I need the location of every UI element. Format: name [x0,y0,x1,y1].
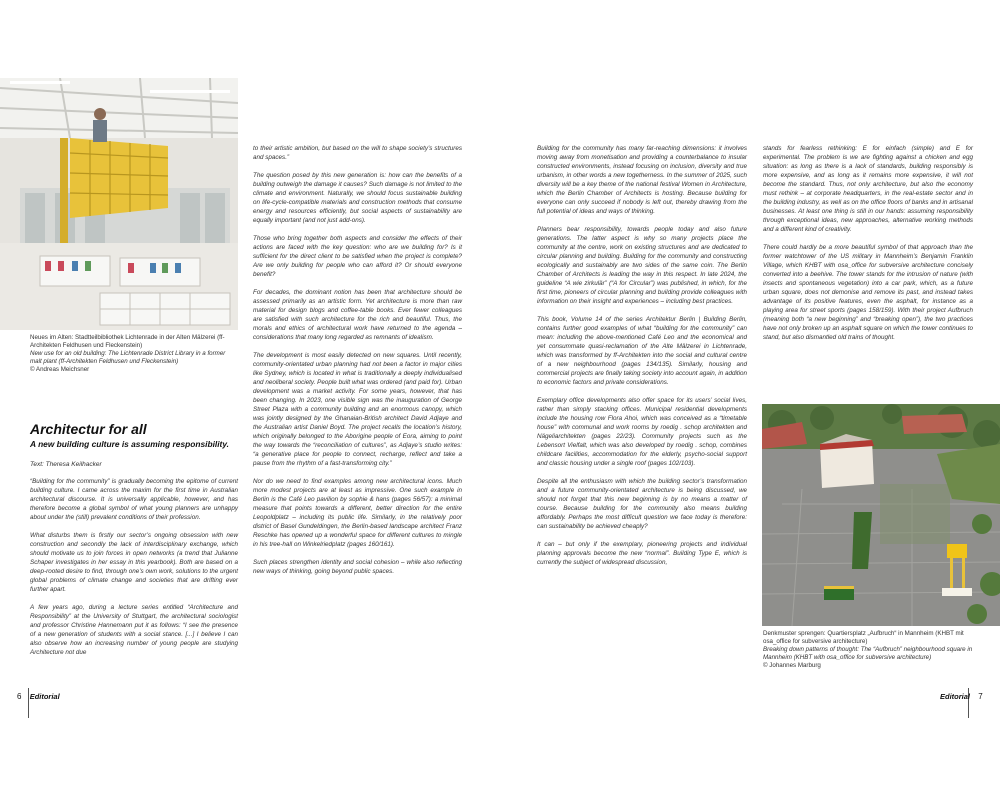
article-subtitle: A new building culture is assuming responsibility. [30,439,230,449]
paragraph: For decades, the dominant notion has been that architecture should be assessed primarily as an artistic form. Yet architecture is more than raw material for design blogs and coffee-table books. Ever fewer colleagues are satisfied with such architecture for the rich and beautiful. Thus, the morals and ethics of architectural work have returned to the agenda – considerations that many long regarded as remnants of idealism. [253,289,462,341]
article-byline: Text: Theresa Keilhacker [30,461,102,468]
paragraph: The development is most easily detected on new squares. Until recently, community-orientated urban planning had not been a factor in major cities like Sydney, which is located in what is traditionally a deeply individualised and neoliberal society. People built what was ordered (and paid for). Urban development was a market activity. For some years, however, that has been changing. In 2023, one visible sign was the inauguration of George Street Plaza with a community building and an enormous canopy, which was jointly designed by the Ghanaian-British architect David Adjaye and the Australian artist Daniel Boyd. The project recalls the location’s history, which originally belonged to the Aborigine people of Eora, aiming to point the way towards the “reconciliation of cultures”, as Adjaye’s studio writes: “a generative place for people to connect, recharge, reflect and take a pause from the rhythm of a fast-transforming city.” [253,352,462,467]
caption-english: New use for an old building: The Lichtenrade District Library in a former malt plant (ff-Architekten Feldhusen und Fleckenstein) [30,350,226,366]
paragraph: It can – but only if the exemplary, pioneering projects and individual planning approvals become the new “normal”. Building Type E, which is currently the subject of widespread discussion, [537,541,747,566]
paragraph: Despite all the enthusiasm with which the building sector’s transformation and a future community-orientated architecture is being discussed, we should not forget that this new beginning is by no means a matter of course. Because building for the community also means building affordably. Perhaps the most difficult question we face today is therefore: can sustainability be achieved cheaply? [537,478,747,530]
caption-credit: © Johannes Marburg [763,662,821,670]
library-photo-illustration [0,78,238,330]
text-column-1 [30,477,238,666]
section-label: Editorial [29,692,60,701]
caption-german: Denkmuster sprengen: Quartiersplatz „Aufbruch“ in Mannheim (KHBT mit osa_office for subversive architecture) [763,630,964,646]
section-label: Editorial [940,692,971,701]
paragraph: “Building for the community” is gradually becoming the epitome of current building culture. I came across the maxim for the first time in Australian architectural discourse. It is universally applicable, however, and has therefore become a global symbol of what young planners are unhappy about under the (still) prevalent conditions of their profession. [30,478,238,521]
paragraph: Nor do we need to find examples among new architectural icons. Much more modest projects are at least as impressive. One such example in Berlin is the Café Leo pavilion by sophie & hans (pages 56/57): a minimal measure that points towards a different, better direction for the entire Leopoldplatz – including its public life. Similarly, in the relatively poor district of Basel Gundeldingen, the Berlin-based landscape architect Franz Reschke has opened up a wonderful space for different cultures to mingle in his tree-hall on Winkelriedplatz (pages 160/161). [253,478,462,548]
paragraph: stands for fearless rethinking: E for einfach (simple) and E for experimental. The problem is we are fighting against a chicken and egg situation: as long as there is a lack of standards, building responsibly is more expensive, and as long as it remains more expensive, it will not become the standard. Thus, not only architecture, but also the economy must rethink – at corporate headquarters, in the real-estate sector and in the building industry, as well as on the office floors of banks and in artisanal businesses. At least one thing is still in our hands: assuming responsibility through exceptional ideas, new approaches, alternative working methods and a different kind of creativity. [763,145,973,233]
article-title: Architectur for all [30,421,147,437]
text-column-3 [537,144,747,576]
paragraph: The question posed by this new generation is: how can the benefits of a building outweigh the damage it causes? Such damage is not limited to the climate and environment. Naturally, we should focus sustainable building on life-cycle-compatible materials and construction methods that consume energy and resources efficiently, but social aspects of sustainability are equally important (and not just add-ons). [253,172,462,224]
page-number: 6 [17,692,22,701]
folio-right [940,692,983,701]
paragraph: Those who bring together both aspects and consider the effects of their actions are faced with the key question: who are we building for? Is it sufficient for the direct client to be satisfied when the project is complete? Are we only building for people who can afford it? Or should everyone benefit? [253,235,462,278]
paragraph: Planners bear responsibility, towards people today and also future generations. The latter aspect is why so many projects place the community at the centre, work on existing structures and are dedicated to circular planning and building. Building for the community and constructing ecologically and sustainably are two sides of the same coin. The Berlin Chamber of Architects is leading the way in this respect. In late 2024, the guideline “A wie zirkulär” (“A for Circular”) was published, in which, for the first time, pioneers of circular planning and building provide colleagues with information on their insight and experiences – including best practices. [537,226,747,305]
paragraph: to their artistic ambition, but based on the will to shape society’s structures and spaces.” [253,145,462,161]
aerial-photo [762,404,1000,626]
library-photo [0,78,238,330]
folio-left [17,692,60,701]
paragraph: Exemplary office developments also offer space for its users’ social lives, rather than simply stacking offices. Municipal residential developments include the housing row Flora Ahoi, which was conceived as a “timetable house” with communal and work rooms by roedig . schop architekten and Nägeliarchitekten (pages 22/23). Community projects such as the Lebensort Vielfalt, which was also developed by roedig . schop, combines childcare facilities, accommodation for the elderly, psycho-social support and classic housing under a single roof (pages 102/103). [537,397,747,467]
caption-credit: © Andreas Meichsner [30,366,90,374]
paragraph: Such places strengthen identity and social cohesion – while also reflecting new ways of thinking, going beyond public spaces. [253,559,462,575]
paragraph: There could hardly be a more beautiful symbol of that approach than the former watchtower of the US military in Mannheim’s Benjamin Franklin Village, which KHBT with osa_office for subversive architecture concisely converted into a beehive. The tower stands for the intrusion of nature (with insects and spontaneous vegetation) into a car park, which, as a future urban square, does not demonise and remove its past, and instead takes advantage of its positive features, even the asphalt, for instance as a playing area for street sports (pages 158/159). With their project Aufbruch (meaning both “a new beginning” and “breaking open”), the two practices have not only broken up an asphalt square on which the tower continues to stand, but also dismantled old trains of thought. [763,244,973,341]
paragraph: What disturbs them is firstly our sector’s ongoing obsession with new construction and secondly the lack of interdisciplinary exchange, which should motivate us to join forces in open networks (a trend that Julianne Schaper investigates in her essay in this yearbook). Both are based on a deep-rooted desire to find, through one’s own work, solutions to the urgent global problems of climate change and societies that are drifting ever further apart. [30,532,238,593]
aerial-photo-caption [763,630,978,670]
paragraph: Building for the community has many far-reaching dimensions: it involves moving away from monetisation and providing a counterbalance to insular constructed environments, instead focusing on inclusion, diversity and true urbanism, in other words a new togetherness. In the summer of 2025, such diversity will be a key theme of the national festival Women in Architecture, which the Berlin Chamber of Architects is hosting. Because building for everyone can only succeed if nobody is left out, thereby drawing from the full potential of ideas and ways of thinking. [537,145,747,215]
page-number: 7 [978,692,983,701]
paragraph: This book, Volume 14 of the series Architektur Berlin | Building Berlin, contains further good examples of what “building for the community” can mean: including the above-mentioned Café Leo and the economical and yet consummate quasi-reclamation of the Alte Mälzerei in Lichtenrade, which was transformed by ff-Architekten into the social and cultural centre of a new neighbourhood (pages 134/135). Similarly, housing and commercial projects are finally taking society into account again, in addition to economic factors and private considerations. [537,316,747,386]
caption-german: Neues im Alten: Stadtteilbibliothek Lichtenrade in der Alten Mälzerei (ff-Architekten Feldhusen und Fleckenstein) [30,334,225,350]
text-column-4 [763,144,973,351]
library-photo-caption [30,334,236,374]
aerial-photo-illustration [762,404,1000,626]
paragraph: A few years ago, during a lecture series entitled “Architecture and Responsibility” at the University of Stuttgart, the architectural sociologist and professor Christine Hannemann put it as follows: “I see the presence of a new generation of students with a social stance. [...] I believe I can also observe how an increasing number of young people are studying Architecture not due [30,604,238,656]
caption-english: Breaking down patterns of thought: The “Aufbruch” neighbourhood square in Mannheim (KHBT with osa_office for subversive architecture) [763,646,973,662]
text-column-2 [253,144,462,585]
